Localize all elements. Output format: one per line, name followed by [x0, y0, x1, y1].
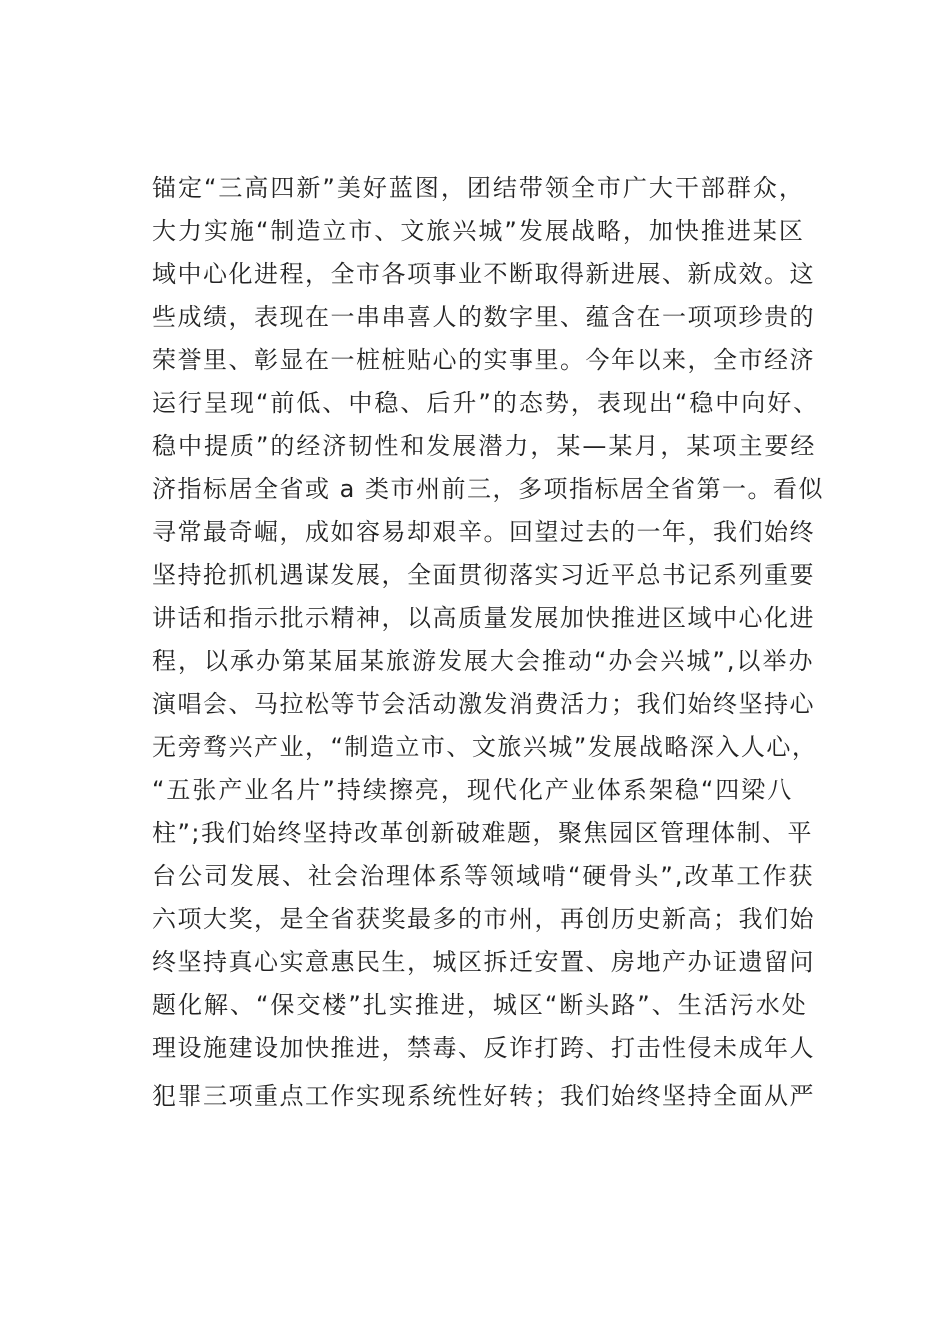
- text-line-8: 济指标居全省或 a 类市州前三，多项指标居全省第一。看似: [152, 475, 824, 503]
- text-line-3: 域中心化进程，全市各项事业不断取得新进展、新成效。这: [152, 260, 815, 288]
- text-line-22: 犯罪三项重点工作实现系统性好转；我们始终坚持全面从严: [152, 1082, 815, 1110]
- text-line-4: 些成绩，表现在一串串喜人的数字里、蕴含在一项项珍贵的: [152, 303, 815, 331]
- text-line-1: 锚定“三高四新”美好蓝图，团结带领全市广大干部群众，: [152, 174, 805, 202]
- text-line-18: 六项大奖，是全省获奖最多的市州，再创历史新高；我们始: [152, 905, 815, 933]
- text-line-20: 题化解、“保交楼”扎实推进，城区“断头路”、生活污水处: [152, 991, 808, 1019]
- text-line-7: 稳中提质”的经济韧性和发展潜力，某—某月，某项主要经: [152, 432, 817, 460]
- text-line-9: 寻常最奇崛，成如容易却艰辛。回望过去的一年，我们始终: [152, 518, 815, 546]
- text-line-6: 运行呈现“前低、中稳、后升”的态势，表现出“稳中向好、: [152, 389, 820, 417]
- text-line-13: 演唱会、马拉松等节会活动激发消费活力；我们始终坚持心: [152, 690, 815, 718]
- text-line-21: 理设施建设加快推进，禁毒、反诈打跨、打击性侵未成年人: [152, 1034, 815, 1062]
- text-line-15: “五张产业名片”持续擦亮，现代化产业体系架稳“四梁八: [152, 776, 794, 804]
- text-line-19: 终坚持真心实意惠民生，城区拆迁安置、房地产办证遗留问: [152, 948, 815, 976]
- text-line-16: 柱”;我们始终坚持改革创新破难题，聚焦园区管理体制、平: [152, 819, 814, 847]
- text-line-2: 大力实施“制造立市、文旅兴城”发展战略，加快推进某区: [152, 217, 805, 245]
- text-line-12: 程，以承办第某届某旅游发展大会推动“办会兴城”,以举办: [152, 647, 815, 675]
- text-line-10: 坚持抢抓机遇谋发展，全面贯彻落实习近平总书记系列重要: [152, 561, 815, 589]
- text-line-14: 无旁骛兴产业，“制造立市、文旅兴城”发展战略深入人心，: [152, 733, 818, 761]
- text-line-5: 荣誉里、彰显在一桩桩贴心的实事里。今年以来，全市经济: [152, 346, 815, 374]
- text-line-11: 讲话和指示批示精神，以高质量发展加快推进区域中心化进: [152, 604, 815, 632]
- text-line-17: 台公司发展、社会治理体系等领域啃“硬骨头”,改革工作获: [152, 862, 815, 890]
